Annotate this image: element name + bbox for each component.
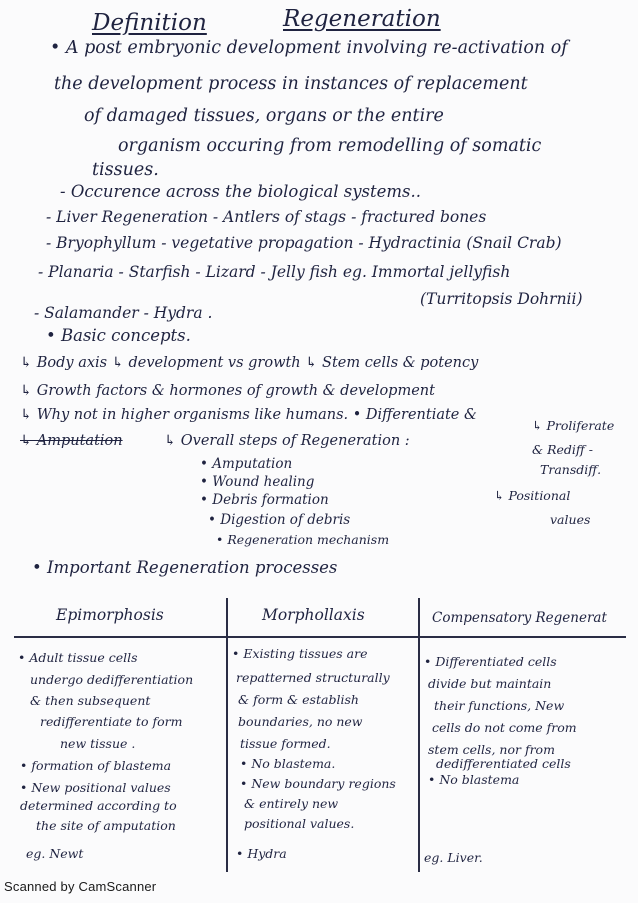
definition-line: • A post embryonic development involving re-activation of — [50, 38, 568, 58]
table-header: Compensatory Regenerat — [432, 610, 607, 626]
table-cell: • Hydra — [236, 846, 287, 861]
occurence-line: - Bryophyllum - vegetative propagation - Hydractinia (Snail Crab) — [46, 234, 562, 252]
table-cell: & entirely new — [244, 796, 339, 811]
table-cell: • No blastema. — [240, 756, 336, 771]
occurence-line: (Turritopsis Dohrnii) — [420, 290, 583, 308]
occurence-line: - Liver Regeneration - Antlers of stags - fractured bones — [46, 208, 487, 226]
step-item: • Digestion of debris — [208, 512, 351, 528]
concepts-heading: • Basic concepts. — [46, 326, 191, 345]
page-title: Regeneration — [283, 6, 441, 32]
table-cell: their functions, New — [434, 698, 565, 713]
definition-line: the development process in instances of replacement — [54, 74, 528, 94]
table-cell: divide but maintain — [428, 676, 552, 691]
definition-line: of damaged tissues, organs or the entire — [84, 106, 444, 126]
occurence-heading: - Occurence across the biological systems.. — [60, 182, 422, 201]
important-heading: • Important Regeneration processes — [32, 558, 338, 577]
table-cell: & then subsequent — [30, 693, 151, 708]
step-item: • Regeneration mechanism — [216, 532, 390, 547]
overall-steps-heading: ↳ Overall steps of Regeneration : — [164, 433, 410, 449]
table-cell: • Adult tissue cells — [18, 650, 138, 665]
table-cell: • No blastema — [428, 772, 520, 787]
scanner-watermark: Scanned by CamScanner — [4, 879, 157, 894]
table-cell: new tissue . — [60, 736, 136, 751]
table-cell: • New positional values — [20, 780, 171, 795]
table-cell: undergo dedifferentiation — [30, 672, 194, 687]
table-cell: redifferentiate to form — [40, 714, 183, 729]
concept-line: ↳ Body axis ↳ development vs growth ↳ Stem cells & potency — [20, 355, 479, 371]
side-note: ↳ Proliferate — [532, 418, 615, 433]
table-cell: the site of amputation — [36, 818, 176, 833]
table-cell: determined according to — [20, 798, 177, 813]
side-note: values — [550, 512, 591, 527]
side-note: ↳ Positional — [494, 488, 571, 503]
table-divider — [226, 598, 228, 872]
table-cell: boundaries, no new — [238, 714, 363, 729]
occurence-line: - Planaria - Starfish - Lizard - Jelly fish eg. Immortal jellyfish — [38, 263, 511, 281]
table-cell: • New boundary regions — [240, 776, 396, 791]
table-header: Epimorphosis — [56, 606, 164, 624]
table-divider — [418, 598, 420, 872]
table-cell: • Existing tissues are — [232, 646, 368, 661]
table-cell: • Differentiated cells — [424, 654, 557, 669]
concept-line: ↳ Why not in higher organisms like humans. • Differentiate & — [20, 407, 477, 423]
table-header: Morphollaxis — [262, 606, 365, 624]
table-cell: cells do not come from — [432, 720, 577, 735]
definition-line: tissues. — [92, 160, 159, 180]
definition-line: organism occuring from remodelling of somatic — [118, 136, 542, 156]
table-cell: eg. Newt — [26, 846, 84, 861]
step-item: • Wound healing — [200, 474, 315, 490]
step-item: • Debris formation — [200, 492, 329, 508]
side-note: & Rediff - — [532, 442, 593, 457]
table-cell: & form & establish — [238, 692, 359, 707]
table-cell: eg. Liver. — [424, 850, 483, 865]
occurence-line: - Salamander - Hydra . — [34, 304, 213, 322]
table-cell: tissue formed. — [240, 736, 331, 751]
definition-label: Definition — [92, 10, 207, 36]
struck-amputation: ↳ Amputation — [20, 433, 123, 449]
side-note: Transdiff. — [540, 462, 602, 477]
table-cell: stem cells, nor from — [428, 742, 555, 757]
table-cell: • formation of blastema — [20, 758, 172, 773]
table-cell: dedifferentiated cells — [436, 756, 571, 771]
concept-line: ↳ Growth factors & hormones of growth & development — [20, 383, 435, 399]
table-cell: repatterned structurally — [236, 670, 390, 685]
table-cell: positional values. — [244, 816, 355, 831]
step-item: • Amputation — [200, 456, 293, 472]
table-divider — [14, 636, 626, 638]
